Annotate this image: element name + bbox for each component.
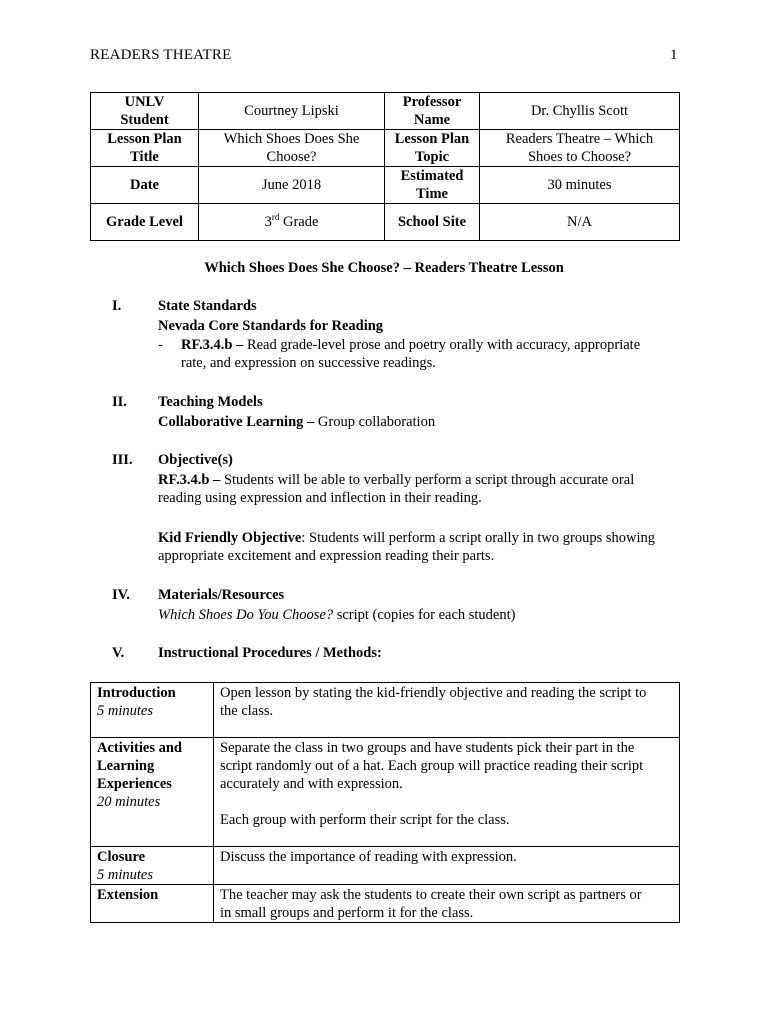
section-title: State Standards [158, 298, 257, 314]
lesson-title-heading: Which Shoes Does She Choose? – Readers Theatre Lesson [204, 260, 564, 276]
objective-text: RF.3.4.b – Students will be able to verbally perform a script through accurate oral reading using expression and inflection in their reading. [158, 472, 635, 506]
label-grade-level: Grade Level [91, 204, 199, 241]
procedures-table [90, 682, 680, 923]
section-number: I. [112, 298, 122, 314]
section-number: V. [112, 645, 125, 661]
lesson-info-table [90, 92, 680, 241]
procedure-description: Separate the class in two groups and have students pick their part in the script randomly out of a hat. Each group will practice reading their script accurately and with expression. Each group with perform their script for the class. [214, 738, 680, 847]
value-student-name: Courtney Lipski [199, 93, 385, 130]
value-school-site: N/A [480, 204, 680, 241]
table-row [91, 885, 680, 923]
procedure-label: Extension [91, 885, 214, 923]
page-number: 1 [670, 47, 678, 63]
table-row [91, 847, 680, 885]
label-unlv-student: UNLV Student [91, 93, 199, 130]
section-number: II. [112, 394, 127, 410]
info-row-title [91, 130, 680, 167]
label-lesson-plan-topic: Lesson Plan Topic [385, 130, 480, 167]
value-lesson-topic: Readers Theatre – Which Shoes to Choose? [480, 130, 680, 167]
procedure-label: Activities and Learning Experiences 20 minutes [91, 738, 214, 847]
info-row-grade [91, 204, 680, 241]
label-lesson-plan-title: Lesson Plan Title [91, 130, 199, 167]
kid-friendly-objective: Kid Friendly Objective: Students will perform a script orally in two groups showing appropriate excitement and expression reading their parts. [158, 530, 655, 564]
procedure-description: Open lesson by stating the kid-friendly objective and reading the script to the class. [214, 683, 680, 738]
label-school-site: School Site [385, 204, 480, 241]
table-row [91, 683, 680, 738]
label-professor-name: Professor Name [385, 93, 480, 130]
section-title: Teaching Models [158, 394, 263, 410]
info-row-date [91, 167, 680, 204]
section-title: Instructional Procedures / Methods: [158, 645, 382, 661]
teaching-model-text: Collaborative Learning – Group collaboration [158, 414, 436, 430]
value-lesson-title: Which Shoes Does She Choose? [199, 130, 385, 167]
section-number: IV. [112, 587, 130, 603]
procedure-description: The teacher may ask the students to create their own script as partners or in small groups and perform it for the class. [214, 885, 680, 923]
value-grade-level: 3rd Grade [199, 204, 385, 241]
running-head: READERS THEATRE [90, 47, 232, 63]
list-dash: - [158, 337, 163, 353]
section-title: Objective(s) [158, 452, 233, 468]
section-number: III. [112, 452, 133, 468]
label-date: Date [91, 167, 199, 204]
procedure-label: Closure 5 minutes [91, 847, 214, 885]
procedure-label: Introduction 5 minutes [91, 683, 214, 738]
label-estimated-time: Estimated Time [385, 167, 480, 204]
value-date: June 2018 [199, 167, 385, 204]
materials-text: Which Shoes Do You Choose? script (copies for each student) [158, 607, 516, 623]
section-subtitle: Nevada Core Standards for Reading [158, 318, 384, 334]
info-row-student [91, 93, 680, 130]
table-row [91, 738, 680, 847]
section-title: Materials/Resources [158, 587, 285, 603]
procedure-description: Discuss the importance of reading with expression. [214, 847, 680, 885]
value-estimated-time: 30 minutes [480, 167, 680, 204]
value-professor-name: Dr. Chyllis Scott [480, 93, 680, 130]
standard-text: RF.3.4.b – Read grade-level prose and poetry orally with accuracy, appropriate rate, and expression on successive readings. [181, 337, 641, 371]
